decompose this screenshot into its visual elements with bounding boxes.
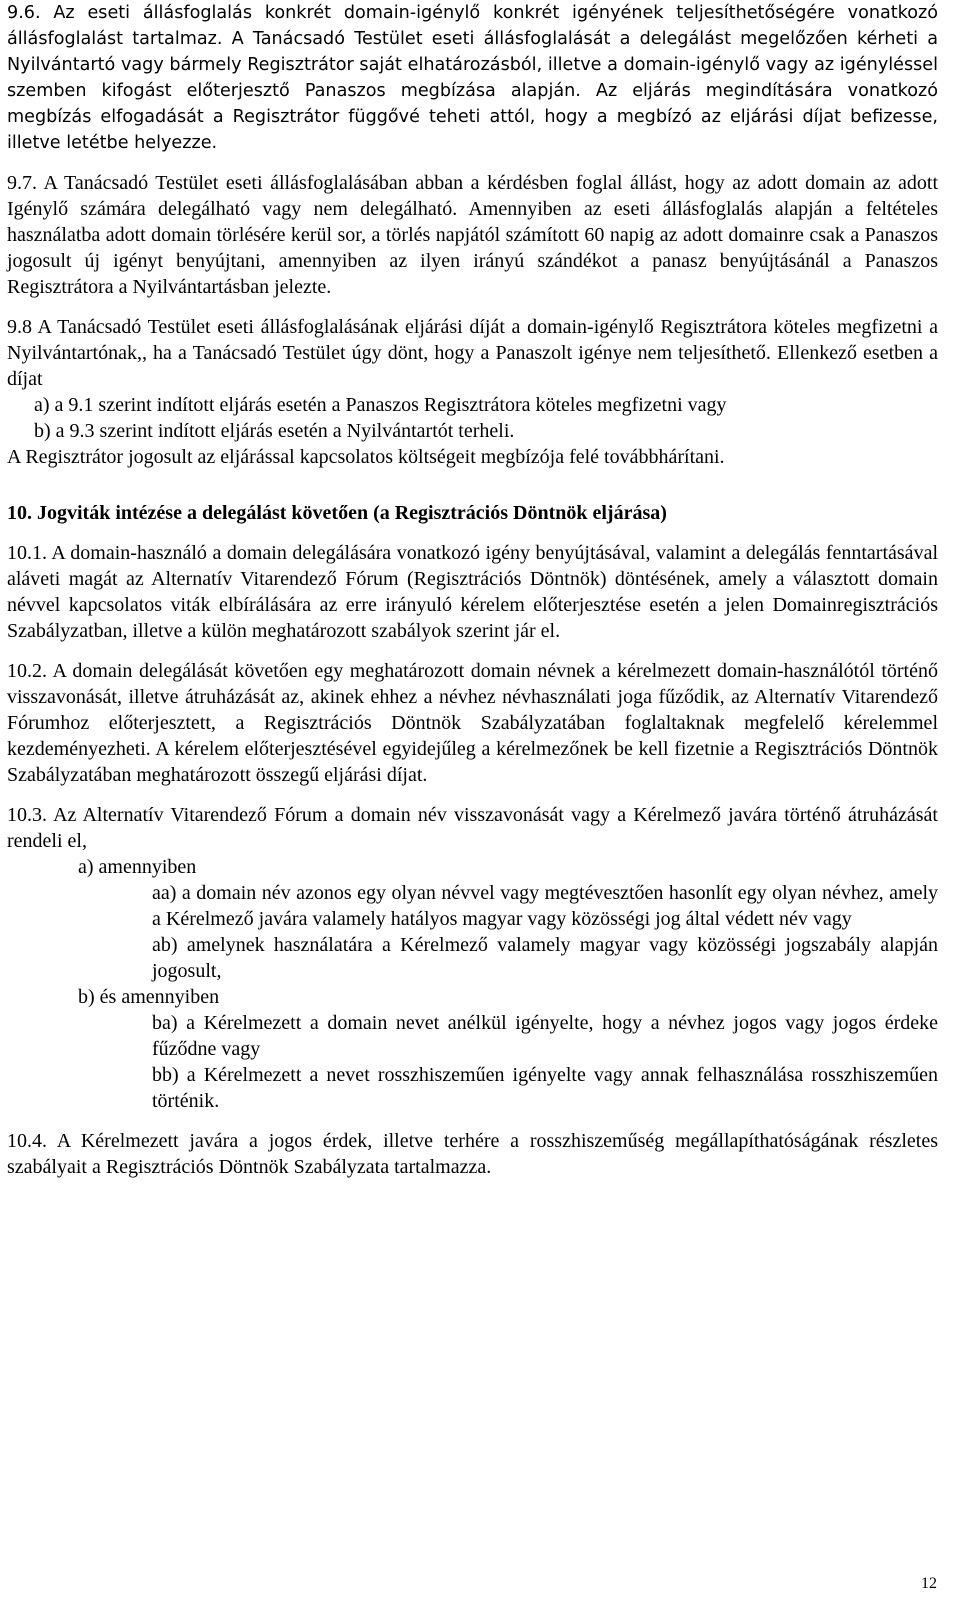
spacer [7,1114,938,1128]
page-number: 12 [921,1575,937,1592]
paragraph-9-6: 9.6. Az eseti állásfoglalás konkrét domain-igénylő konkrét igényének teljesíthetőségére vonatkozó állásfoglalást tartalmaz. A Tanácsadó Testület eseti állásfoglalását a delegálást megelőzően kérheti a Nyilvántartó vagy bármely Regisztrátor saját elhatározásból, illetve a domain-igénylő vagy az igényléssel szemben kifogást előterjesztő Panaszos megbízása alapján. Az eljárás megindítására vonatkozó megbízás elfogadását a Regisztrátor függővé teheti attól, hogy a megbízó az eljárási díjat befizesse, illetve letétbe helyezze. [7,3,938,153]
paragraph-9-8: 9.8 A Tanácsadó Testület eseti állásfoglalásának eljárási díját a domain-igénylő Regisztrátora köteles megfizetni a Nyilvántartónak,, ha a Tanácsadó Testület úgy dönt, hogy a Panaszolt igénye nem teljesíthető. Ellenkező esetben a díjat [7,316,938,390]
spacer [7,526,938,540]
spacer [7,300,938,314]
spacer [7,788,938,802]
list-item-10-3-ba: ba) a Kérelmezett a domain nevet anélkül igényelte, hogy a névhez jogos vagy jogos érdeke fűződne vagy [152,1012,938,1060]
spacer [7,470,938,500]
paragraph-10-2: 10.2. A domain delegálását követően egy meghatározott domain névnek a kérelmezett domain-használótól történő visszavonását, illetve átruházását az, akinek ehhez a névhez névhasználati joga fűződik, az Alternatív Vitarendező Fórumhoz előterjesztett, a Regisztrációs Döntnök Szabályzatában foglaltaknak megfelelő kérelemmel kezdeményezheti. A kérelem előterjesztésével egyidejűleg a kérelmezőnek be kell fizetnie a Regisztrációs Döntnök Szabályzatában meghatározott összegű eljárási díjat. [7,660,938,786]
section-10-heading: 10. Jogviták intézése a delegálást követően (a Regisztrációs Döntnök eljárása) [7,502,667,524]
paragraph-9-7: 9.7. A Tanácsadó Testület eseti állásfoglalásában abban a kérdésben foglal állást, hogy az adott domain az adott Igénylő számára delegálható vagy nem delegálható. Amennyiben az eseti állásfoglalás alapján a feltételes használatba adott domain törlésére kerül sor, a törlés napjától számított 60 napig az adott domainre csak a Panaszos jogosult új igényt benyújtani, amennyiben az ilyen irányú szándékot a panasz benyújtásánál a Panaszos Regisztrátora a Nyilvántartásban jelezte. [7,172,938,298]
paragraph-9-8-closing: A Regisztrátor jogosult az eljárással kapcsolatos költségeit megbízója felé továbbhárítani. [7,446,725,468]
list-item-10-3-bb: bb) a Kérelmezett a nevet rosszhiszeműen igényelte vagy annak felhasználása rosszhiszeműen történik. [152,1064,938,1112]
list-item-9-8-a: a) a 9.1 szerint indított eljárás esetén a Panaszos Regisztrátora köteles megfizetni vagy [34,394,727,416]
spacer [7,156,938,170]
spacer [7,644,938,658]
list-item-10-3-ab: ab) amelynek használatára a Kérelmező valamely magyar vagy közösségi jogszabály alapján jogosult, [152,934,938,982]
list-item-9-8-b: b) a 9.3 szerint indított eljárás esetén a Nyilvántartót terheli. [34,420,515,442]
list-item-10-3-b: b) és amennyiben [78,986,220,1008]
list-item-10-3-aa: aa) a domain név azonos egy olyan névvel vagy megtévesztően hasonlít egy olyan névhez, amely a Kérelmező javára valamely hatályos magyar vagy közösségi jog által védett név vagy [152,882,938,930]
paragraph-10-3: 10.3. Az Alternatív Vitarendező Fórum a domain név visszavonását vagy a Kérelmező javára történő átruházását rendeli el, [7,804,938,852]
list-item-10-3-a: a) amennyiben [78,856,197,878]
paragraph-10-4: 10.4. A Kérelmezett javára a jogos érdek, illetve terhére a rosszhiszeműség megállapíthatóságának részletes szabályait a Regisztrációs Döntnök Szabályzata tartalmazza. [7,1130,938,1178]
paragraph-10-1: 10.1. A domain-használó a domain delegálására vonatkozó igény benyújtásával, valamint a delegálás fenntartásával aláveti magát az Alternatív Vitarendező Fórum (Regisztrációs Döntnök) döntésének, amely a választott domain névvel kapcsolatos viták elbírálására az erre irányuló kérelem előterjesztése esetén a jelen Domainregisztrációs Szabályzatban, illetve a külön meghatározott szabályok szerint jár el. [7,542,938,642]
